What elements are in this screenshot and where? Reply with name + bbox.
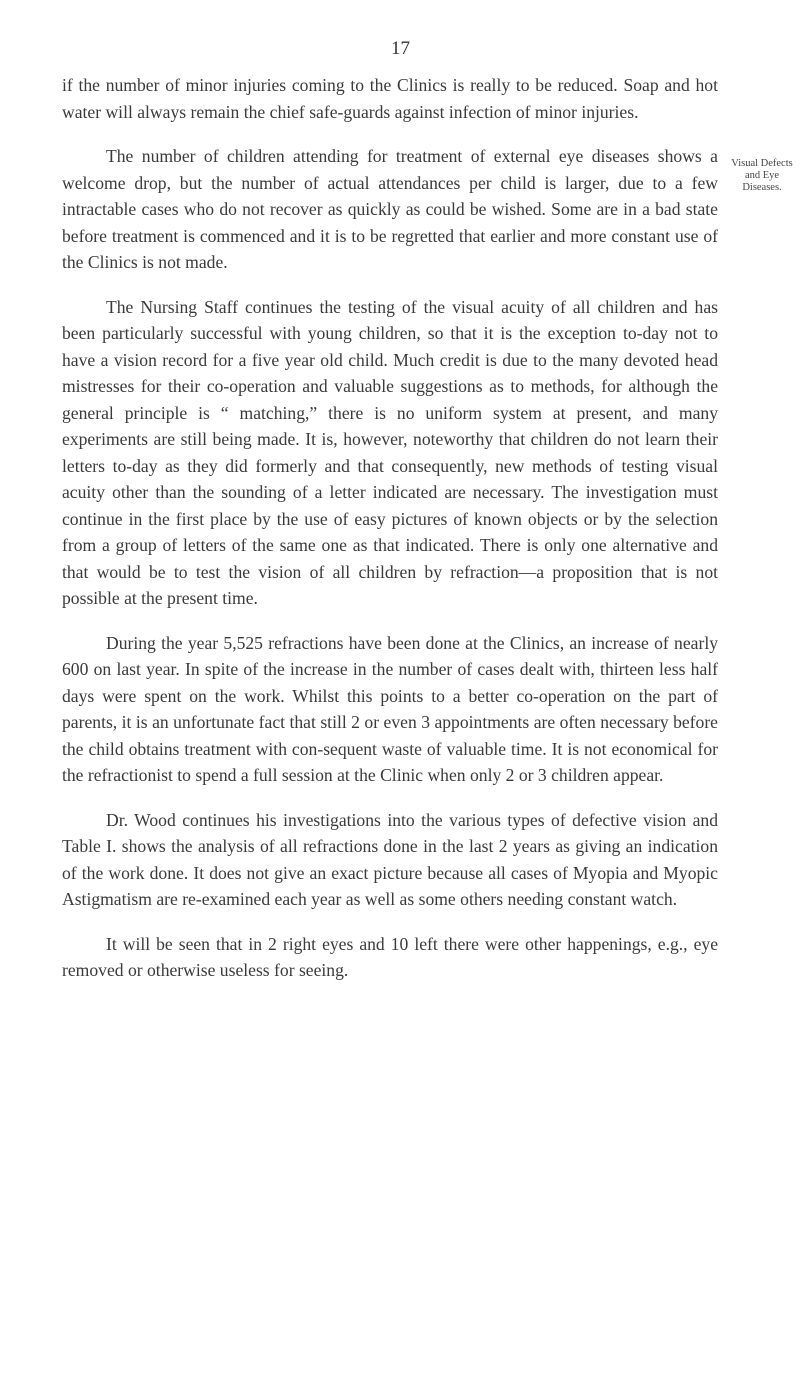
paragraph-continued: if the number of minor injuries coming to the Clinics is really to be reduced. Soap and hot water will always remain the chief safe-guards against infection of minor injuries. bbox=[62, 75, 718, 122]
paragraph-external-eye-diseases: The number of children attending for treatment of external eye diseases shows a welcome drop, but the number of actual attendances per child is larger, due to a few intractable cases who do not recover as quickly as could be wished. Some are in a bad state before treatment is commenced and it is to be regretted that earlier and more constant use of the Clinics is not made. bbox=[62, 146, 718, 272]
body-text bbox=[62, 72, 718, 1002]
paragraph-defective-vision-analysis: Dr. Wood continues his investigations into the various types of defective vision and Table I. shows the analysis of all refractions done in the last 2 years as giving an indication of the work done. It does not give an exact picture because all cases of Myopia and Myopic Astigmatism are re-examined each year as well as some others needing constant watch. bbox=[62, 809, 718, 909]
marginal-note bbox=[728, 158, 796, 194]
paragraph-visual-acuity-testing: The Nursing Staff continues the testing of the visual acuity of all children and has been particularly successful with young children, so that it is the exception to-day not to have a vision record for a five year old child. Much credit is due to the many devoted head mistresses for their co-operation and valuable suggestions as to methods, for although the general principle is “ matching,” there is no uniform system at present, and many experiments are still being made. It is, however, noteworthy that children do not learn their letters to-day as they did formerly and that consequently, new methods of testing visual acuity other than the sounding of a letter indicated are necessary. The investigation must continue in the first place by the use of easy pictures of known objects or by the selection from a group of letters of the same one as that indicated. There is only one alternative and that would be to test the vision of all children by refraction—a proposition that is not possible at the present time. bbox=[62, 296, 718, 608]
paragraph-refractions: During the year 5,525 refractions have been done at the Clinics, an increase of nearly 600 on last year. In spite of the increase in the number of cases dealt with, thirteen less half days were spent on the work. Whilst this points to a better co-operation on the part of parents, it is an unfortunate fact that still 2 or even 3 appointments are often necessary before the child obtains treatment with con-sequent waste of valuable time. It is not economical for the refractionist to spend a full session at the Clinic when only 2 or 3 children appear. bbox=[62, 632, 718, 785]
page-number: 17 bbox=[391, 38, 410, 59]
marginal-note-line: and Eye bbox=[744, 170, 780, 181]
marginal-note-line: Visual Defects bbox=[731, 158, 793, 169]
marginal-note-line: Diseases. bbox=[742, 182, 782, 193]
paragraph-other-happenings: It will be seen that in 2 right eyes and 10 left there were other happenings, e.g., eye removed or otherwise useless for seeing. bbox=[62, 933, 718, 980]
